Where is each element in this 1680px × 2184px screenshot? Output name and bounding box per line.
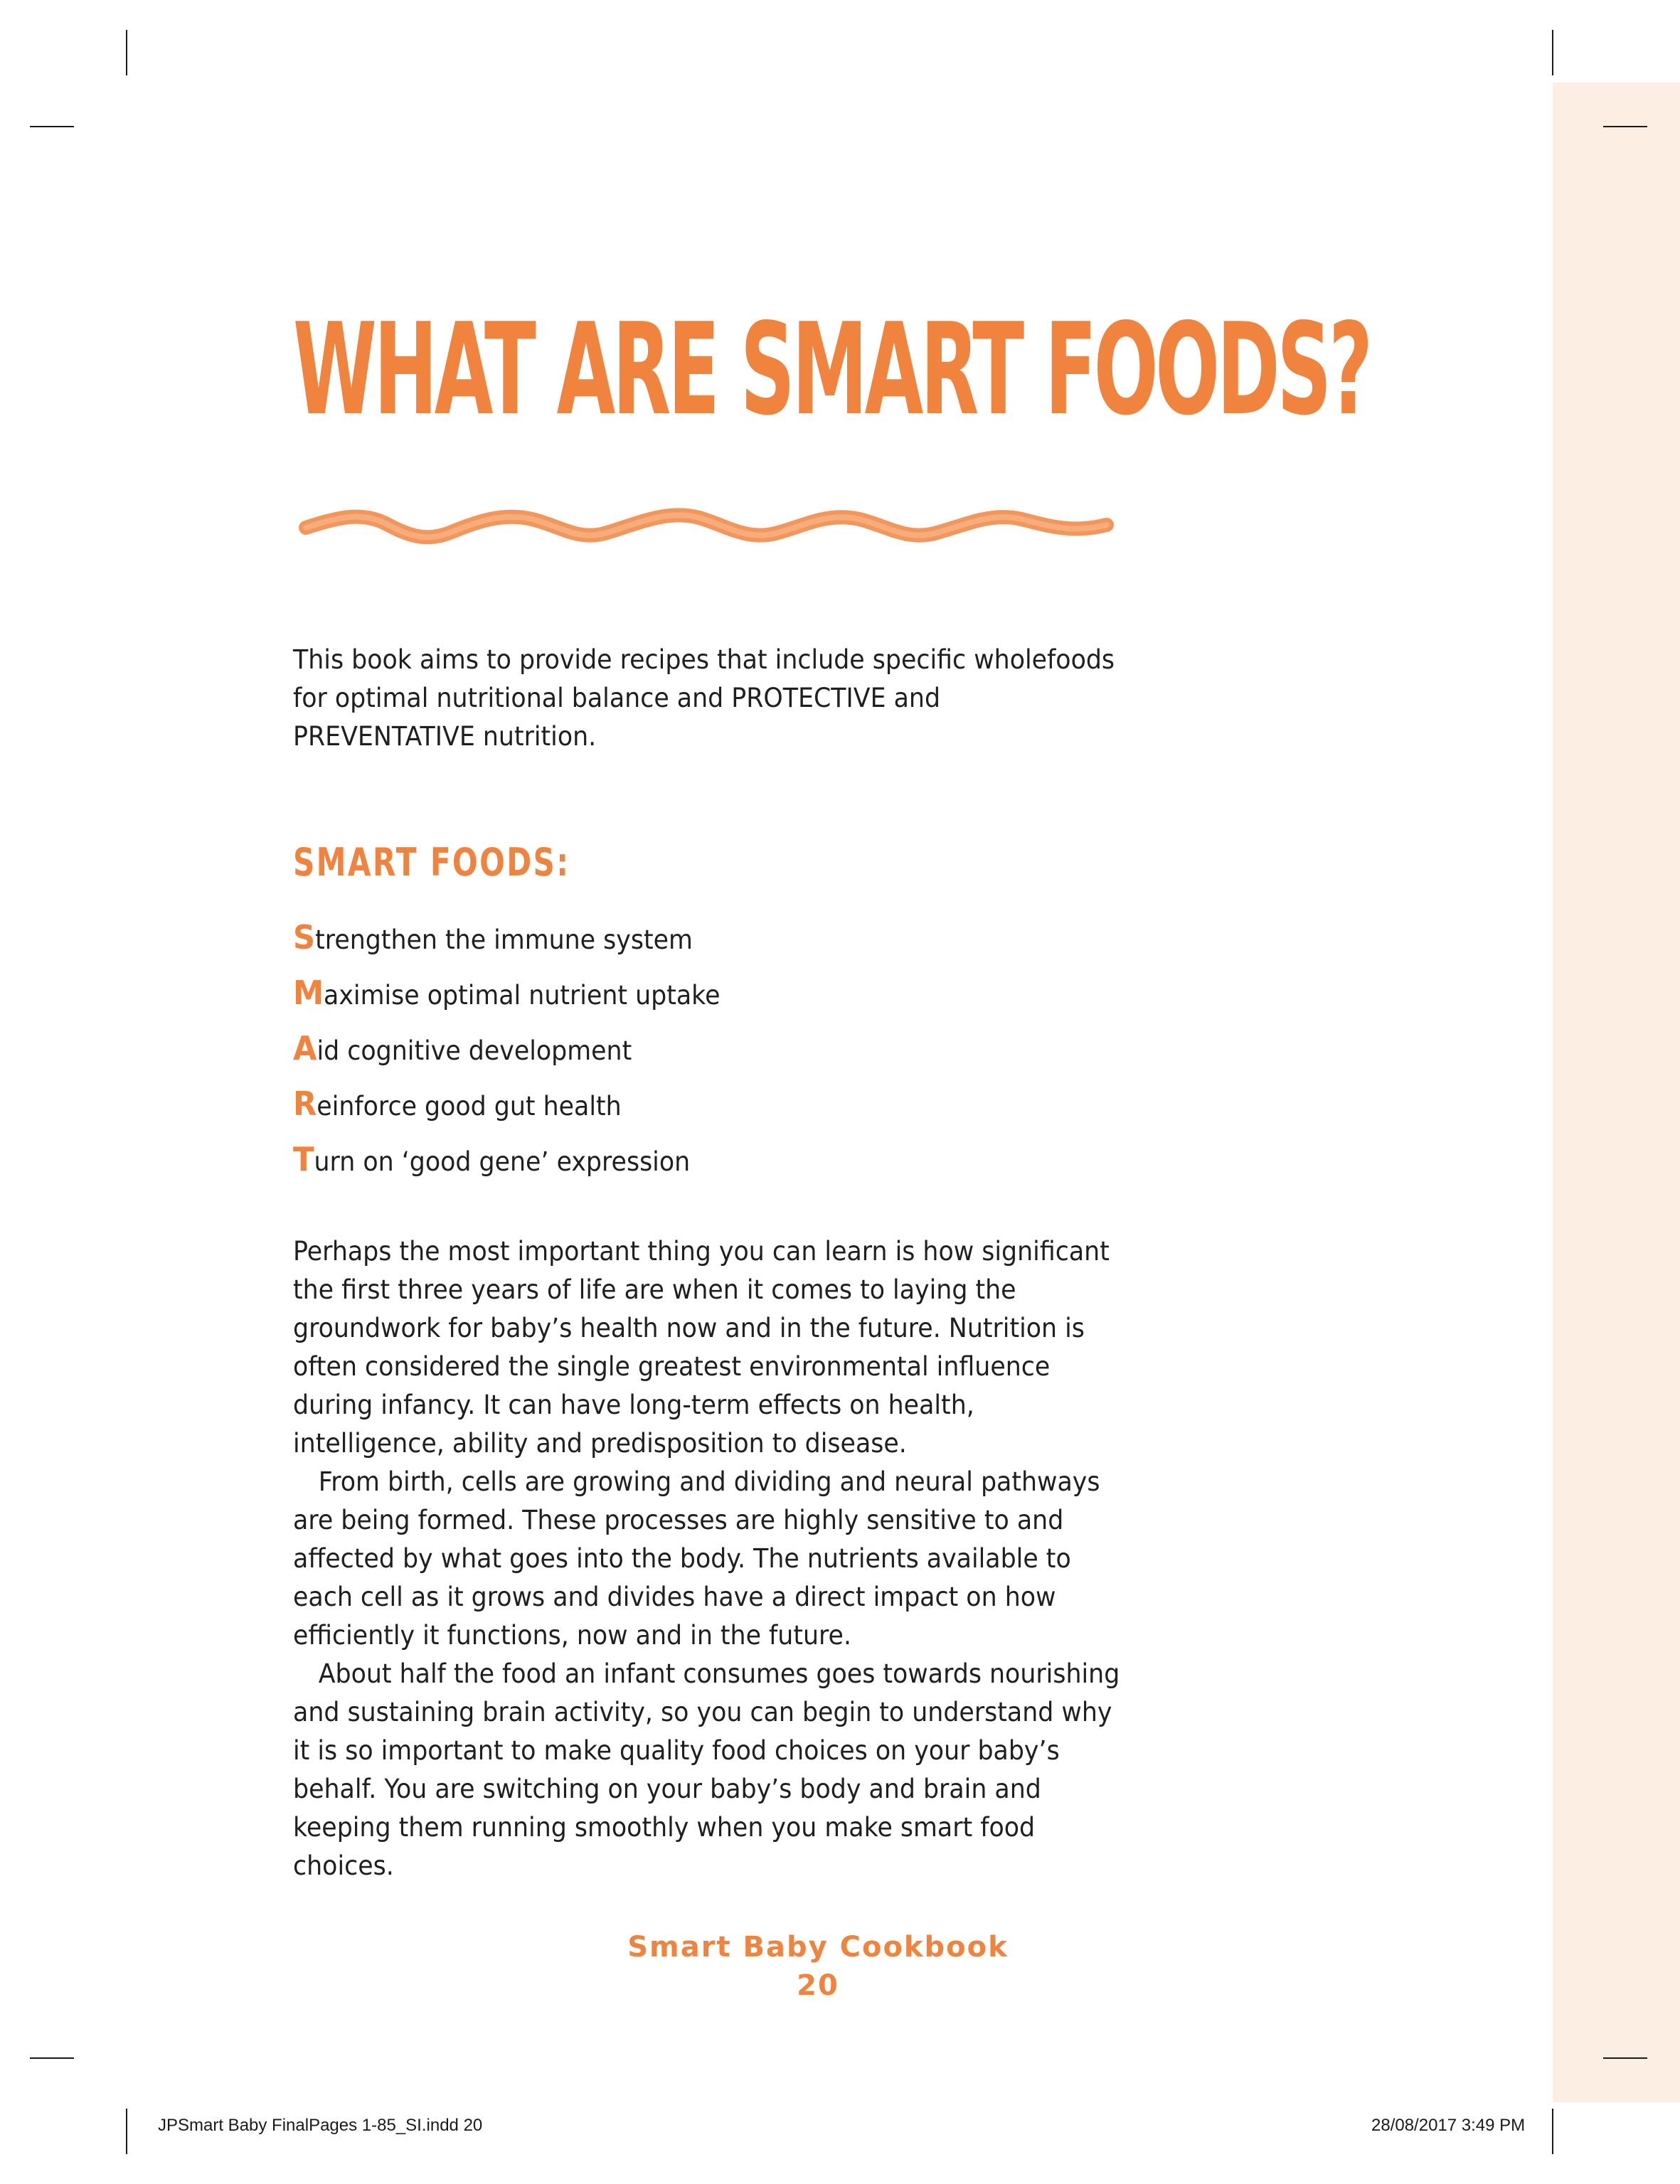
list-item-text: id cognitive development — [317, 1035, 632, 1066]
crop-mark — [30, 2057, 74, 2059]
smart-acronym-list — [293, 916, 748, 1193]
acronym-letter: S — [293, 918, 316, 957]
intro-paragraph: This book aims to provide recipes that include specific wholefoods for optimal nutritional balance and PROTECTIVE and PREVENTATIVE nutrition. — [293, 644, 1115, 752]
list-item — [293, 916, 720, 971]
body-paragraph: Perhaps the most important thing you can learn is how significant the first three years of life are when it comes to laying the groundwork for baby’s health now and in the future. Nutrition is often considered the single greatest environmental influence during infancy. It can have long-term effects on health, intelligence, ability and predisposition to disease. — [293, 1236, 1110, 1459]
body-paragraph: About half the food an infant consumes goes towards nourishing and sustaining brain activity, so you can begin to understand why it is so important to make quality food choices on your baby’s behalf. You are switching on your baby’s body and brain and keeping them running smoothly when you make smart food choices. — [293, 1658, 1120, 1881]
body-text — [293, 1232, 1122, 1885]
crop-mark — [126, 2109, 127, 2154]
page-title: WHAT ARE SMART FOODS? — [293, 296, 1370, 443]
crop-mark — [126, 30, 127, 75]
footer-book-title: Smart Baby Cookbook — [627, 1931, 1009, 1964]
crop-mark — [1603, 2057, 1647, 2059]
crop-mark — [1552, 2109, 1553, 2154]
slug-file-info: JPSmart Baby FinalPages 1-85_SI.indd 20 — [158, 2116, 483, 2135]
list-item-text: aximise optimal nutrient uptake — [324, 980, 721, 1011]
bleed-panel — [1553, 82, 1680, 2102]
list-item — [293, 1027, 720, 1082]
page-number: 20 — [797, 1969, 839, 2002]
body-paragraph: From birth, cells are growing and dividing and neural pathways are being formed. These processes are highly sensitive to and affected by what goes into the body. The nutrients available to each cell as it grows and divides have a direct impact on how efficiently it functions, now and in the future. — [293, 1466, 1100, 1651]
slug-timestamp: 28/08/2017 3:49 PM — [1371, 2116, 1526, 2135]
smart-foods-heading: SMART FOODS: — [293, 840, 570, 885]
list-item — [293, 1082, 720, 1138]
crop-mark — [1552, 30, 1553, 75]
crop-mark — [30, 126, 74, 127]
acronym-letter: R — [293, 1085, 317, 1123]
list-item-text: einforce good gut health — [317, 1091, 622, 1122]
crop-mark — [1603, 126, 1647, 127]
acronym-letter: A — [293, 1029, 317, 1067]
list-item — [293, 1138, 720, 1193]
list-item-text: urn on ‘good gene’ expression — [314, 1146, 691, 1177]
acronym-letter: T — [293, 1140, 314, 1178]
list-item — [293, 971, 720, 1027]
decorative-squiggle — [297, 491, 1115, 569]
list-item-text: trengthen the immune system — [315, 925, 693, 955]
acronym-letter: M — [293, 974, 324, 1012]
